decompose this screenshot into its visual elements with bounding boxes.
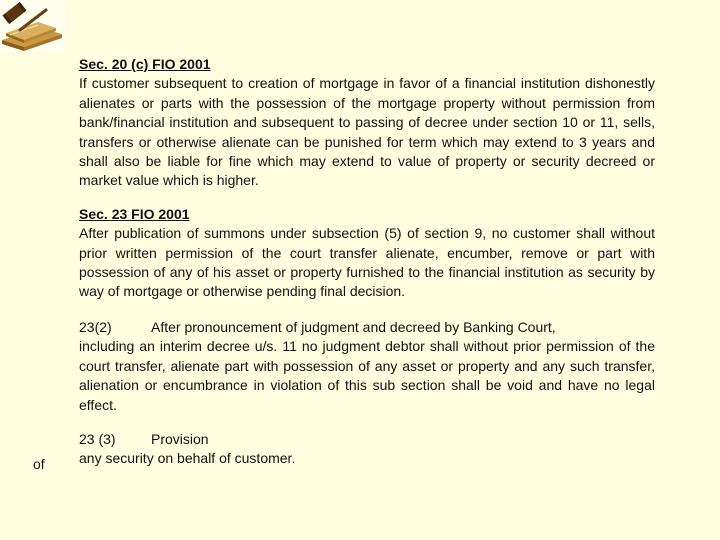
gavel-and-books-icon <box>0 0 66 52</box>
subsection-first-line: After pronouncement of judgment and decreed by Banking Court, <box>151 318 556 335</box>
subsection-number: 23 (3) <box>79 430 116 447</box>
subsection-number: 23(2) <box>79 318 112 335</box>
logo <box>0 0 66 52</box>
section-body: If customer subsequent to creation of mortgage in favor of a financial institution dishonestly alienates or parts with the possession of the mortgage property without permission from bank/financial institution and subsequent to passing of decree under section 10 or 11, sells, transfers or otherwise alienate can be punished for term which may extend to 3 years and shall also be liable for fine which may extend to value of property or security decreed or market value which is higher. <box>79 75 655 189</box>
subsection-23-2 <box>79 318 655 415</box>
section-20c <box>79 55 655 191</box>
subsection-23-3 <box>79 430 655 469</box>
section-heading: Sec. 23 FIO 2001 <box>79 205 190 222</box>
subsection-continuation: any security on behalf of customer. <box>79 450 296 467</box>
section-body: After publication of summons under subsection (5) of section 9, no customer shall without prior written permission of the court transfer alienate, encumber, remove or part with possession of any of his asset or property furnished to the financial institution as security by way of mortgage or otherwise pending final decision. <box>79 225 655 300</box>
subsection-title: Provision <box>151 430 209 447</box>
section-heading: Sec. 20 (c) FIO 2001 <box>79 56 211 72</box>
margin-note: of <box>33 456 45 472</box>
document-content <box>79 55 655 469</box>
subsection-body: including an interim decree u/s. 11 no judgment debtor shall without prior permission of the court transfer, alienate part with possession of any asset or property and any such transfer, alienation or encumbrance in violation of this sub section shall be void and have no legal effect. <box>79 338 655 413</box>
section-23 <box>79 205 655 302</box>
